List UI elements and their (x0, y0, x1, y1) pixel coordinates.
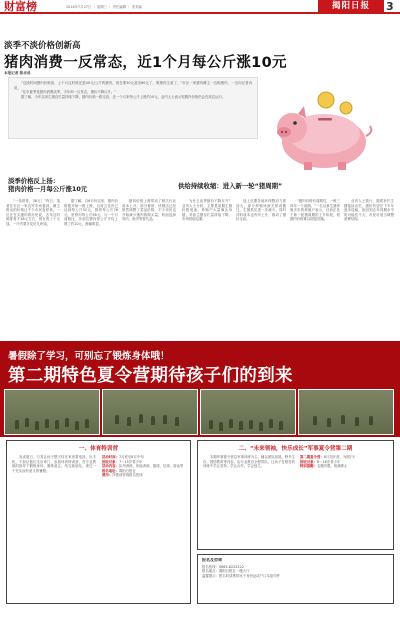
detail-label: 第二期夏令营： (300, 455, 324, 459)
registration-heading: 报名及咨询 (202, 558, 222, 562)
sports-camp-title: 一、体育特训营 (78, 446, 119, 452)
article-kicker: 淡季不淡价格创新高 (4, 41, 81, 51)
lead-para: 据了解，今年以来生猪存栏量持续下降，猪肉价格一路走高，近一个月来每公斤上涨约10元，业内人士表示短期内价格仍会在高位运行。 (21, 94, 226, 99)
description-text: 炎炎夏日，与其让孩子整天待在家里看电视、玩手机，不如让他们走出家门，参加体育特训营，在专业教练的指导下锻炼身体、磨炼意志、结交新朋友，度过一个充实而有意义的暑假。 (12, 455, 96, 473)
detail-label: 费用： (102, 473, 113, 478)
registration-line: 报名地点：揭阳日报社一楼大厅 (202, 569, 250, 574)
body-paragraph: 据了解，自6月份以来，猪肉价格便开始一路上涨，目前五花肉已达到每公斤52元，排骨每公斤76元，里脊肉每公斤56元。与一个月前相比，各部位猪肉每公斤平均上涨了约10元，涨幅明显。 (64, 199, 118, 226)
body-column (236, 199, 286, 337)
detail-label: 活动时间： (102, 455, 119, 459)
body-column (122, 199, 176, 337)
detail-label: 招收对象： (102, 459, 119, 464)
page-number: 3 (386, 0, 394, 13)
detail-value: 8～16岁青少年 (316, 459, 341, 464)
detail-value: 8月初开营，为期7天 (323, 455, 356, 459)
detail-row (300, 464, 390, 469)
sports-camp-details (102, 455, 186, 601)
body-column (344, 199, 394, 337)
camp-banner-title: 第二期特色夏令营期待孩子们的到来 (8, 366, 293, 386)
detail-label: 报名地址： (102, 468, 119, 473)
section-title: 财富榜 (4, 0, 37, 13)
body-column (182, 199, 232, 337)
newspaper-logo: 揭阳日报 (318, 0, 384, 13)
body-paragraph: 猪肉价格上涨带动了相关行业成本上升。部分餐馆、快餐店已经悄然调整了菜品价格，不少市民也开始减少猪肉的购买量，转而选择鸡肉、鱼肉等替代品。 (122, 199, 176, 222)
detail-label: 特别提醒： (300, 464, 317, 469)
subheading-price-rise: 淡季价格反上扬： 猪肉价格一月每公斤涨10元 (8, 177, 88, 193)
detail-value: 队列训练、体能训练、篮球、足球、游泳等 (118, 464, 184, 469)
detail-value: 详情请咨询报名热线 (112, 473, 143, 478)
lead-text (14, 81, 252, 137)
detail-value: 名额有限，报满即止 (316, 464, 348, 469)
military-camp-box (197, 440, 394, 550)
registration-line: 温馨提示：报名时请携带孩子身份证或户口本复印件 (202, 573, 280, 578)
military-camp-description (203, 455, 295, 547)
camp-photo (4, 389, 100, 435)
detail-value: 揭阳日报社 (118, 468, 136, 473)
description-text: 本期军事夏令营以军事训练为主，辅以团队拓展、野外生存、国防教育等内容，由专业教官全程带队，让孩子在艰苦的训练中学会坚持、学会合作、学会独立。 (203, 455, 295, 469)
registration-info-box (197, 554, 394, 604)
camp-photo (298, 389, 394, 435)
body-column (290, 199, 340, 337)
registration-line: 报名热线：0663-8222222 (202, 564, 244, 569)
detail-value: 7～15岁青少年 (118, 459, 143, 464)
piggy-bank-illustration (262, 74, 380, 174)
detail-value: 7月底至8月中旬 (118, 455, 144, 459)
detail-row (102, 473, 186, 478)
body-paragraph: 业内人士预计，随着补栏生猪陆续出栏，猪价有望在下半年逐步趋稳，但回到去年同期水平的可能性不大，市民可适当调整消费结构。 (344, 199, 394, 222)
body-paragraph: 为什么淡季猪价不降反升？业内人士分析，主要是前期生猪价格低迷，养殖户大量淘汰母猪，导致生猪存栏量持续下降，市场供给趋紧。 (182, 199, 232, 222)
sports-camp-box (6, 440, 191, 604)
body-column (64, 199, 118, 337)
lead-paragraph-box (8, 77, 258, 139)
sports-camp-description (12, 455, 96, 601)
camp-photo (102, 389, 198, 435)
lead-para: “往年夏季是猪肉消费淡季，今年却一反常态，猪价不降反升。” (21, 90, 117, 95)
camp-photo (200, 389, 296, 435)
lead-para: “这段时间猪肉价格高，上个月这时候还是40元/公斤的猪肉，现在要50元甚至60元了，做猪肉生意了，”市区一家猪肉摊主一边称猪肉，一边向记者诉说。 (14, 81, 252, 90)
body-paragraph: 加上近期各地环保整治力度加大，部分养殖场被关停或搬迁，生猪供应进一步减少。同时饲料成本也有所上升，推动了猪价走高。 (236, 199, 286, 222)
body-column (6, 199, 60, 337)
subheading-supply: 供给持续收缩：进入新一轮“猪周期” (178, 182, 283, 190)
detail-label: 活动内容： (102, 464, 119, 469)
camp-banner-tagline: 暑假除了学习，可别忘了锻炼身体哦！ (8, 351, 170, 362)
reporter-byline: 本报记者 陈卓成 (4, 71, 31, 75)
dateline: 2016年7月27日 ｜ 星期三 ｜ 责任编辑 ｜ 美术编 (66, 5, 142, 9)
detail-label: 招收对象： (300, 459, 317, 464)
article-headline: 猪肉消费一反常态，近1个月每公斤涨10元 (4, 55, 287, 71)
body-paragraph: “一条排骨，38元！”昨日，笔者在市区一家农贸市场看到，摊主报出的价格让不少市民直呼贵。一位正在买猪肉的市民说，去年这时候排骨才28元左右，现在贵了十元钱，一斤肉要多花好几块钱。 (6, 199, 60, 226)
military-camp-details (300, 455, 390, 547)
body-paragraph: “猪肉价格有周期性，一般三四年一个周期。”一位从事生猪养殖多年的养殖户表示，目前正处于新一轮猪周期的上升阶段，短期内价格难以明显回落。 (290, 199, 340, 222)
military-camp-title: 二、“未来领袖，快乐成长”军事夏令营第二期 (238, 446, 353, 452)
